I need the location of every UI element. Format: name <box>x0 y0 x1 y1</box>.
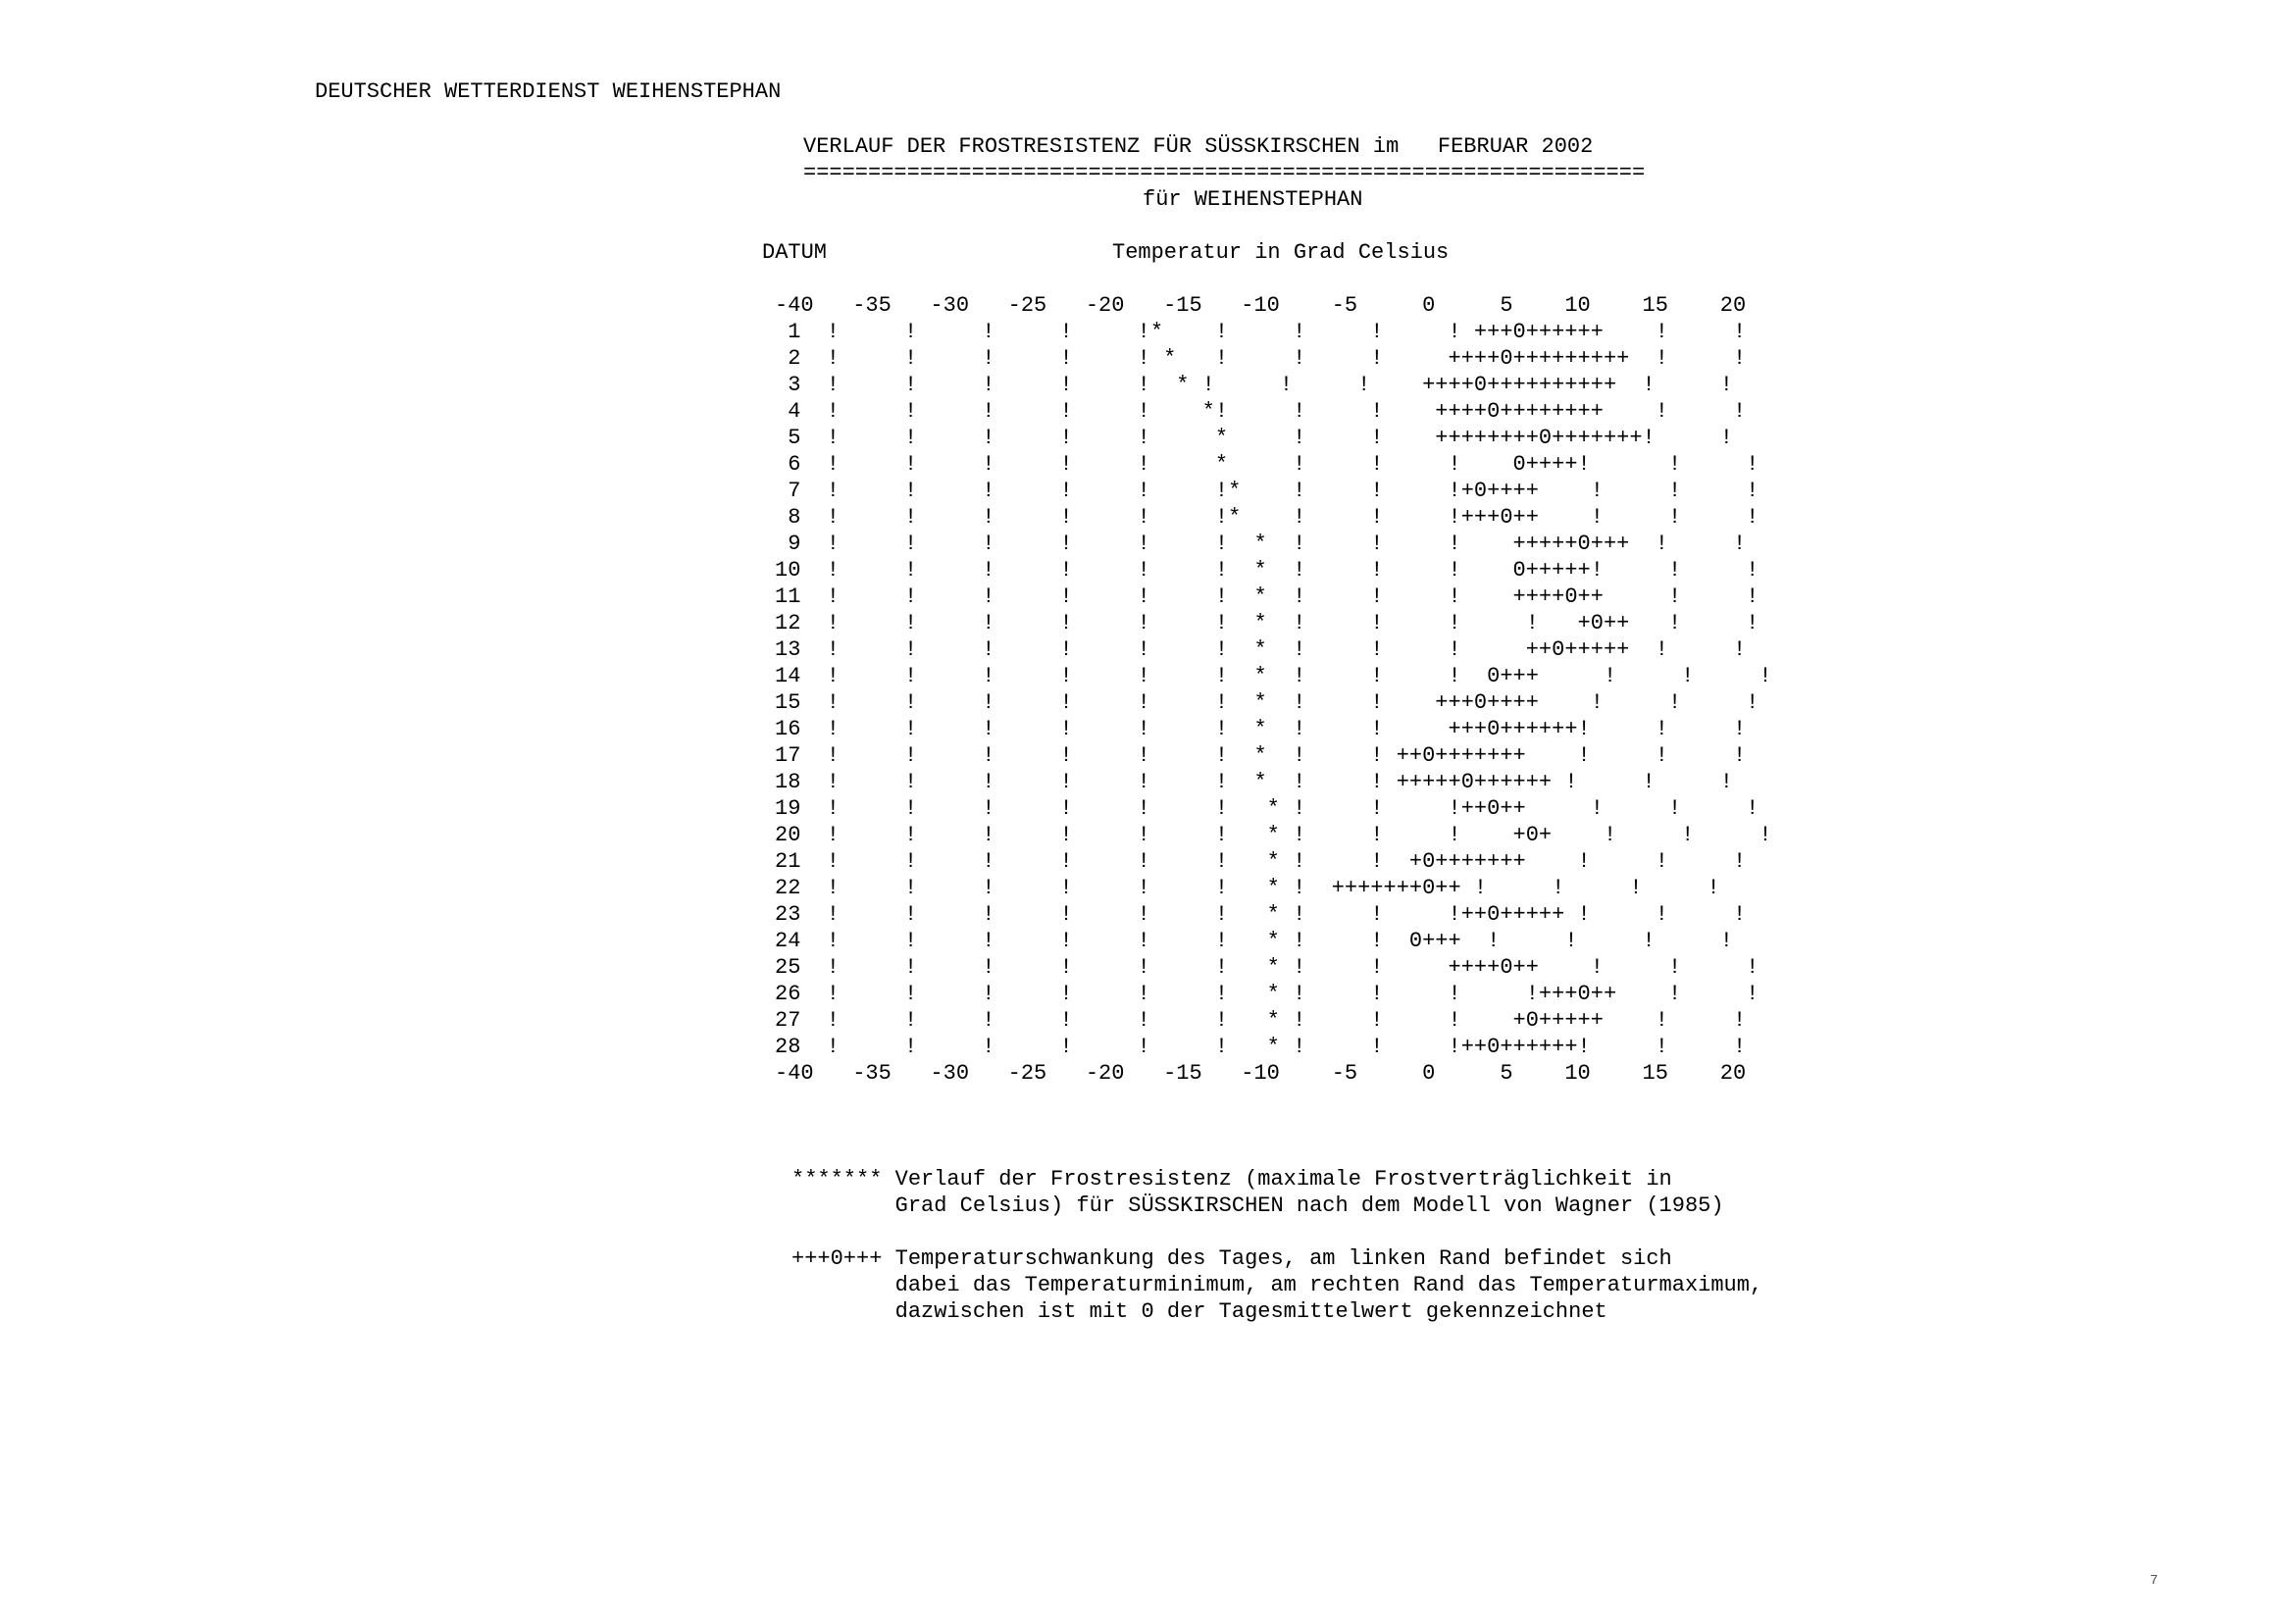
chart-row: 19 ! ! ! ! ! ! * ! ! !++0++ ! ! ! <box>775 796 1759 821</box>
legend-temperature-range: +++0+++ Temperaturschwankung des Tages, am linken Rand befindet sich dabei das Temperaturminimum, am rechten Rand das Temperaturmaximum, dazwischen ist mit 0 der Tagesmittelwert gekennzeichnet <box>791 1246 1763 1324</box>
chart-row: 26 ! ! ! ! ! ! * ! ! ! !+++0++ ! ! <box>775 982 1759 1006</box>
title-underline: ================================================================= <box>803 161 1646 185</box>
chart-row: 2 ! ! ! ! ! * ! ! ! ++++0+++++++++ ! ! <box>775 346 1747 371</box>
chart-row: 17 ! ! ! ! ! ! * ! ! ++0+++++++ ! ! ! <box>775 743 1747 768</box>
chart-row: 8 ! ! ! ! ! !* ! ! !+++0++ ! ! ! <box>775 505 1759 530</box>
report-title: VERLAUF DER FROSTRESISTENZ FÜR SÜSSKIRSCHEN im FEBRUAR 2002 <box>803 134 1594 159</box>
chart-row: 12 ! ! ! ! ! ! * ! ! ! ! +0++ ! ! <box>775 611 1759 635</box>
chart-row: 18 ! ! ! ! ! ! * ! ! +++++0++++++ ! ! ! <box>775 770 1733 794</box>
legend-frost-resistance: ******* Verlauf der Frostresistenz (maximale Frostverträglichkeit in Grad Celsius) für SÜSSKIRSCHEN nach dem Modell von Wagner (1985) <box>791 1167 1724 1218</box>
chart-row: 14 ! ! ! ! ! ! * ! ! ! 0+++ ! ! ! <box>775 664 1772 688</box>
chart-row: 13 ! ! ! ! ! ! * ! ! ! ++0+++++ ! ! <box>775 637 1747 662</box>
chart-row: 24 ! ! ! ! ! ! * ! ! 0+++ ! ! ! ! <box>775 929 1733 953</box>
temperature-axis-bottom: -40 -35 -30 -25 -20 -15 -10 -5 0 5 10 15 20 <box>775 1061 1747 1086</box>
frost-resistance-chart <box>775 319 1772 1060</box>
chart-row: 21 ! ! ! ! ! ! * ! ! +0+++++++ ! ! ! <box>775 849 1747 874</box>
chart-row: 10 ! ! ! ! ! ! * ! ! ! 0+++++! ! ! <box>775 558 1759 583</box>
temperature-axis-title: Temperatur in Grad Celsius <box>1112 240 1450 265</box>
chart-row: 4 ! ! ! ! ! *! ! ! ++++0++++++++ ! ! <box>775 399 1747 424</box>
institution-name: DEUTSCHER WETTERDIENST WEIHENSTEPHAN <box>315 79 782 104</box>
chart-row: 6 ! ! ! ! ! * ! ! ! 0++++! ! ! <box>775 452 1759 477</box>
chart-row: 22 ! ! ! ! ! ! * ! +++++++0++ ! ! ! ! <box>775 876 1720 900</box>
chart-row: 5 ! ! ! ! ! * ! ! ++++++++0+++++++! ! <box>775 426 1733 450</box>
chart-row: 25 ! ! ! ! ! ! * ! ! ++++0++ ! ! ! <box>775 955 1759 980</box>
chart-row: 23 ! ! ! ! ! ! * ! ! !++0+++++ ! ! ! <box>775 902 1747 927</box>
temperature-axis-top: -40 -35 -30 -25 -20 -15 -10 -5 0 5 10 15 20 <box>775 293 1747 318</box>
chart-row: 3 ! ! ! ! ! * ! ! ! ++++0++++++++++ ! ! <box>775 373 1733 397</box>
chart-row: 15 ! ! ! ! ! ! * ! ! +++0++++ ! ! ! <box>775 690 1759 715</box>
page-number: 7 <box>2150 1573 2159 1589</box>
chart-row: 9 ! ! ! ! ! ! * ! ! ! +++++0+++ ! ! <box>775 532 1747 556</box>
chart-row: 11 ! ! ! ! ! ! * ! ! ! ++++0++ ! ! <box>775 584 1759 609</box>
datum-column-label: DATUM <box>762 240 828 265</box>
chart-row: 16 ! ! ! ! ! ! * ! ! +++0++++++! ! ! <box>775 717 1747 741</box>
chart-row: 28 ! ! ! ! ! ! * ! ! !++0++++++! ! ! <box>775 1035 1747 1059</box>
report-subtitle: für WEIHENSTEPHAN <box>1143 187 1363 212</box>
chart-row: 1 ! ! ! ! !* ! ! ! ! +++0++++++ ! ! <box>775 320 1747 344</box>
chart-row: 27 ! ! ! ! ! ! * ! ! ! +0+++++ ! ! <box>775 1008 1747 1033</box>
chart-row: 7 ! ! ! ! ! !* ! ! !+0++++ ! ! ! <box>775 479 1759 503</box>
chart-row: 20 ! ! ! ! ! ! * ! ! ! +0+ ! ! ! <box>775 823 1772 847</box>
